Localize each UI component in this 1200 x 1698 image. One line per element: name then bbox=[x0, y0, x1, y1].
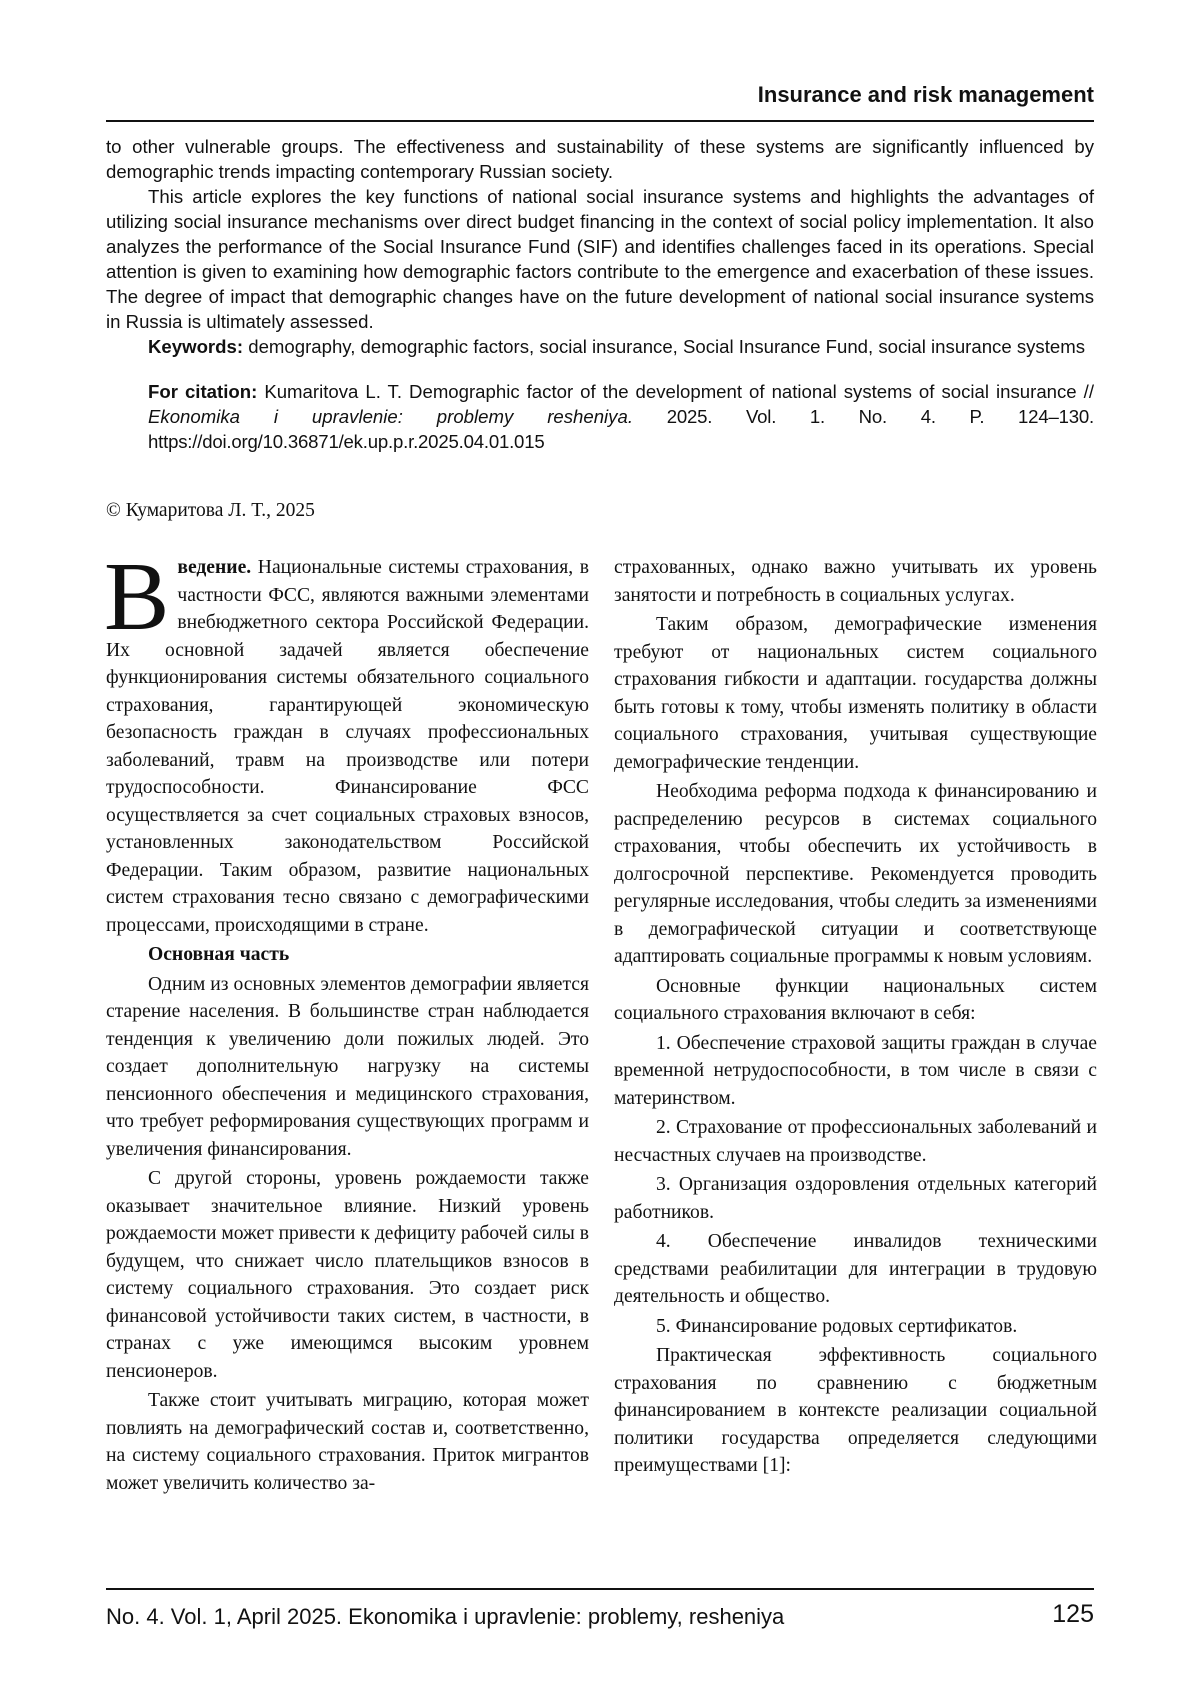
footer-journal-line: No. 4. Vol. 1, April 2025. Ekonomika i upravlenie: problemy, resheniya bbox=[106, 1604, 784, 1630]
list-item: 4. Обеспечение инвалидов техническими средствами реабилитации для интеграции в трудовую деятельность и общество. bbox=[614, 1228, 1097, 1311]
body-paragraph: Таким образом, демографические изменения требуют от национальных систем социального страхования гибкости и адаптации. государства должны быть готовы к тому, чтобы изменять политику в области социального страхования, учитывая существующие демографические тенденции. bbox=[614, 611, 1097, 776]
drop-cap: В bbox=[104, 558, 169, 636]
citation-text: Kumaritova L. T. Demographic factor of the development of national systems of social insurance // bbox=[264, 381, 1094, 402]
intro-text: Национальные системы страхования, в частности ФСС, являются важными элементами внебюджетного сектора Российской Федерации. Их основной задачей является обеспечение функционирования системы обязательного социального страхования, гарантирующей экономическую безопасность граждан в случаях профессиональных заболеваний, травм на производстве или потери трудоспособности. Финансирование ФСС осуществляется за счет социальных страховых взносов, установленных законодательством Российской Федерации. Таким образом, развитие национальных систем страхования тесно связано с демографическими процессами, происходящими в стране. bbox=[106, 557, 589, 936]
abstract-block bbox=[106, 134, 1094, 454]
footer-divider bbox=[106, 1588, 1094, 1590]
keywords-text: demography, demographic factors, social insurance, Social Insurance Fund, social insurance systems bbox=[248, 336, 1085, 357]
citation bbox=[106, 379, 1094, 454]
header-divider bbox=[106, 120, 1094, 122]
keywords bbox=[106, 334, 1094, 359]
section-heading: Основная часть bbox=[106, 941, 589, 969]
citation-label: For citation: bbox=[148, 381, 257, 402]
list-item: 1. Обеспечение страховой защиты граждан в случае временной нетрудоспособности, в том числе в связи с материнством. bbox=[614, 1030, 1097, 1113]
body-paragraph: Основные функции национальных систем социального страхования включают в себя: bbox=[614, 973, 1097, 1028]
right-column bbox=[614, 554, 1097, 1482]
list-item: 5. Финансирование родовых сертификатов. bbox=[614, 1313, 1097, 1341]
abstract-paragraph-2: This article explores the key functions of national social insurance systems and highlights the advantages of utilizing social insurance mechanisms over direct budget financing in the context of social policy implementation. It also analyzes the performance of the Social Insurance Fund (SIF) and identifies challenges faced in its operations. Special attention is given to examining how demographic factors contribute to the emergence and exacerbation of these issues. The degree of impact that demographic changes have on the future development of national social insurance systems in Russia is ultimately assessed. bbox=[106, 184, 1094, 334]
body-paragraph: Также стоит учитывать миграцию, которая может повлиять на демографический состав и, соответственно, на систему социального страхования. Приток мигрантов может увеличить количество за- bbox=[106, 1387, 589, 1497]
copyright-line: © Кумаритова Л. Т., 2025 bbox=[106, 500, 315, 522]
list-item: 2. Страхование от профессиональных заболеваний и несчастных случаев на производстве. bbox=[614, 1114, 1097, 1169]
left-column bbox=[106, 554, 589, 1499]
citation-doi[interactable]: 2025. Vol. 1. No. 4. P. 124–130. https://doi.org/10.36871/ek.up.p.r.2025.04.01.015 bbox=[148, 406, 1094, 452]
list-item: 3. Организация оздоровления отдельных категорий работников. bbox=[614, 1171, 1097, 1226]
body-paragraph: С другой стороны, уровень рождаемости также оказывает значительное влияние. Низкий уровень рождаемости может привести к дефициту рабочей силы в будущем, что снижает число плательщиков взносов в систему социального страхования. Это создает риск финансовой устойчивости таких систем, в частности, в странах с уже имеющимся высоким уровнем пенсионеров. bbox=[106, 1165, 589, 1385]
body-paragraph: страхованных, однако важно учитывать их уровень занятости и потребность в социальных услугах. bbox=[614, 554, 1097, 609]
body-paragraph: Необходима реформа подхода к финансированию и распределению ресурсов в системах социального страхования, чтобы обеспечить их устойчивость в долгосрочной перспективе. Рекомендуется проводить регулярные исследования, чтобы следить за изменениями в демографической ситуации и соответствующе адаптировать социальные программы к новым условиям. bbox=[614, 778, 1097, 971]
keywords-label: Keywords: bbox=[148, 336, 243, 357]
body-paragraph: Одним из основных элементов демографии является старение населения. В большинстве стран наблюдается тенденция к увеличению доли пожилых людей. Это создает дополнительную нагрузку на системы пенсионного обеспечения и медицинского страхования, что требует реформирования существующих программ и увеличения финансирования. bbox=[106, 971, 589, 1164]
introduction-paragraph bbox=[106, 554, 589, 939]
page-number: 125 bbox=[1052, 1600, 1094, 1629]
intro-heading: ведение. bbox=[177, 557, 251, 578]
body-paragraph: Практическая эффективность социального страхования по сравнению с бюджетным финансированием в контексте реализации социальной политики государства определяется следующими преимуществами [1]: bbox=[614, 1342, 1097, 1480]
running-head: Insurance and risk management bbox=[106, 82, 1094, 108]
citation-journal: Ekonomika i upravlenie: problemy resheniya. bbox=[148, 406, 633, 427]
abstract-paragraph-1: to other vulnerable groups. The effectiveness and sustainability of these systems are significantly influenced by demographic trends impacting contemporary Russian society. bbox=[106, 134, 1094, 184]
